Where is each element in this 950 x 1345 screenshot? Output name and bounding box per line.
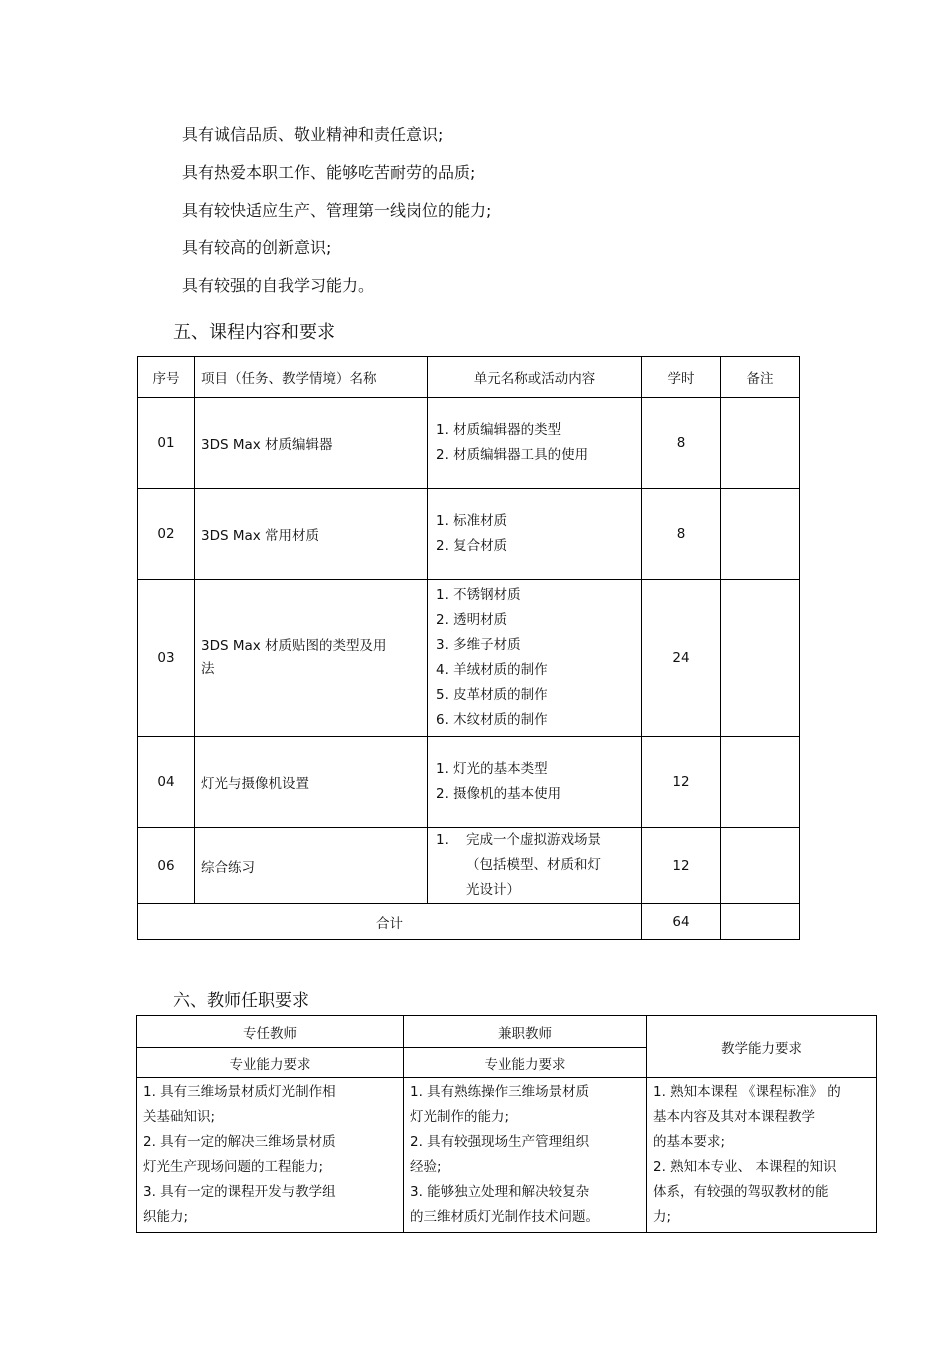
intro-item: 具有诚信品质、敬业精神和责任意识; — [182, 125, 444, 144]
unit-item: 光设计） — [466, 882, 520, 898]
req-line: 2. 具有较强现场生产管理组织 — [410, 1134, 590, 1150]
req-line: 织能力; — [143, 1209, 189, 1225]
unit-item: 完成一个虚拟游戏场景 — [466, 832, 601, 848]
unit-item: 1. 灯光的基本类型 — [436, 761, 548, 777]
row-hours: 24 — [642, 580, 721, 737]
row-project: 综合练习 — [195, 828, 428, 904]
req-line: 的三维材质灯光制作技术问题。 — [410, 1209, 599, 1225]
total-note — [721, 904, 800, 940]
unit-item: 4. 羊绒材质的制作 — [436, 662, 548, 678]
teaching-header: 教学能力要求 — [647, 1016, 877, 1078]
unit-item: 1. 标准材质 — [436, 513, 508, 529]
unit-number: 1. — [436, 832, 449, 848]
row-note — [721, 828, 800, 904]
req-line: 经验; — [410, 1159, 442, 1175]
fulltime-header: 专任教师 — [137, 1016, 404, 1048]
row-index: 02 — [138, 489, 195, 580]
row-project — [195, 580, 428, 737]
intro-item: 具有较高的创新意识; — [182, 238, 332, 257]
req-line: 力; — [653, 1209, 672, 1225]
unit-item: 6. 木纹材质的制作 — [436, 712, 548, 728]
teacher-requirements-table — [136, 1015, 877, 1233]
row-index: 06 — [138, 828, 195, 904]
table-row — [138, 828, 800, 904]
header-unit: 单元名称或活动内容 — [428, 357, 642, 398]
parttime-subheader: 专业能力要求 — [404, 1048, 647, 1078]
table-row — [138, 398, 800, 489]
row-project: 3DS Max 常用材质 — [195, 489, 428, 580]
row-hours: 12 — [642, 737, 721, 828]
row-units — [428, 580, 642, 737]
req-line: 体系，有较强的驾驭教材的能 — [653, 1184, 829, 1200]
req-line: 1. 具有三维场景材质灯光制作相 — [143, 1084, 336, 1100]
unit-item: 2. 材质编辑器工具的使用 — [436, 447, 589, 463]
unit-item: 1. 不锈钢材质 — [436, 587, 521, 603]
total-hours: 64 — [642, 904, 721, 940]
row-index: 03 — [138, 580, 195, 737]
req-line: 关基础知识; — [143, 1109, 216, 1125]
row-hours: 8 — [642, 398, 721, 489]
req-line: 2. 熟知本专业、 本课程的知识 — [653, 1159, 837, 1175]
unit-item: （包括模型、材质和灯 — [466, 857, 601, 873]
table-header-row — [138, 357, 800, 398]
req-line: 1. 熟知本课程 《课程标准》 的 — [653, 1084, 841, 1100]
header-index: 序号 — [138, 357, 195, 398]
teacher-requirements-row — [137, 1078, 877, 1233]
course-content-table — [137, 356, 800, 940]
project-line: 3DS Max 材质贴图的类型及用 — [201, 638, 387, 654]
row-project: 灯光与摄像机设置 — [195, 737, 428, 828]
row-note — [721, 737, 800, 828]
row-note — [721, 398, 800, 489]
row-project: 3DS Max 材质编辑器 — [195, 398, 428, 489]
section6-heading: 六、教师任职要求 — [173, 991, 309, 1011]
unit-item: 1. 材质编辑器的类型 — [436, 422, 562, 438]
row-index: 01 — [138, 398, 195, 489]
req-line: 基本内容及其对本课程教学 — [653, 1109, 815, 1125]
row-hours: 8 — [642, 489, 721, 580]
header-hours: 学时 — [642, 357, 721, 398]
row-note — [721, 580, 800, 737]
unit-item: 2. 摄像机的基本使用 — [436, 786, 562, 802]
parttime-requirements — [404, 1078, 647, 1233]
req-line: 的基本要求; — [653, 1134, 726, 1150]
header-project: 项目（任务、教学情境）名称 — [195, 357, 428, 398]
req-line: 灯光生产现场问题的工程能力; — [143, 1159, 324, 1175]
intro-item: 具有热爱本职工作、能够吃苦耐劳的品质; — [182, 163, 476, 182]
req-line: 3. 具有一定的课程开发与教学组 — [143, 1184, 336, 1200]
row-units — [428, 398, 642, 489]
unit-item: 2. 复合材质 — [436, 538, 508, 554]
req-line: 1. 具有熟练操作三维场景材质 — [410, 1084, 590, 1100]
intro-item: 具有较强的自我学习能力。 — [182, 276, 375, 295]
unit-item: 5. 皮革材质的制作 — [436, 687, 548, 703]
row-units — [428, 737, 642, 828]
fulltime-requirements — [137, 1078, 404, 1233]
req-line: 2. 具有一定的解决三维场景材质 — [143, 1134, 336, 1150]
row-hours: 12 — [642, 828, 721, 904]
row-units — [428, 489, 642, 580]
req-line: 3. 能够独立处理和解决较复杂 — [410, 1184, 590, 1200]
row-note — [721, 489, 800, 580]
table-row — [138, 489, 800, 580]
unit-item: 3. 多维子材质 — [436, 637, 521, 653]
row-units — [428, 828, 642, 904]
req-line: 灯光制作的能力; — [410, 1109, 510, 1125]
parttime-header: 兼职教师 — [404, 1016, 647, 1048]
teacher-header-row — [137, 1016, 877, 1048]
teaching-requirements — [647, 1078, 877, 1233]
header-note: 备注 — [721, 357, 800, 398]
project-line: 法 — [201, 661, 215, 677]
section5-heading: 五、课程内容和要求 — [173, 322, 335, 343]
fulltime-subheader: 专业能力要求 — [137, 1048, 404, 1078]
row-index: 04 — [138, 737, 195, 828]
unit-item: 2. 透明材质 — [436, 612, 508, 628]
table-row — [138, 737, 800, 828]
table-row — [138, 580, 800, 737]
total-label: 合计 — [138, 904, 642, 940]
total-row — [138, 904, 800, 940]
intro-item: 具有较快适应生产、管理第一线岗位的能力; — [182, 201, 492, 220]
